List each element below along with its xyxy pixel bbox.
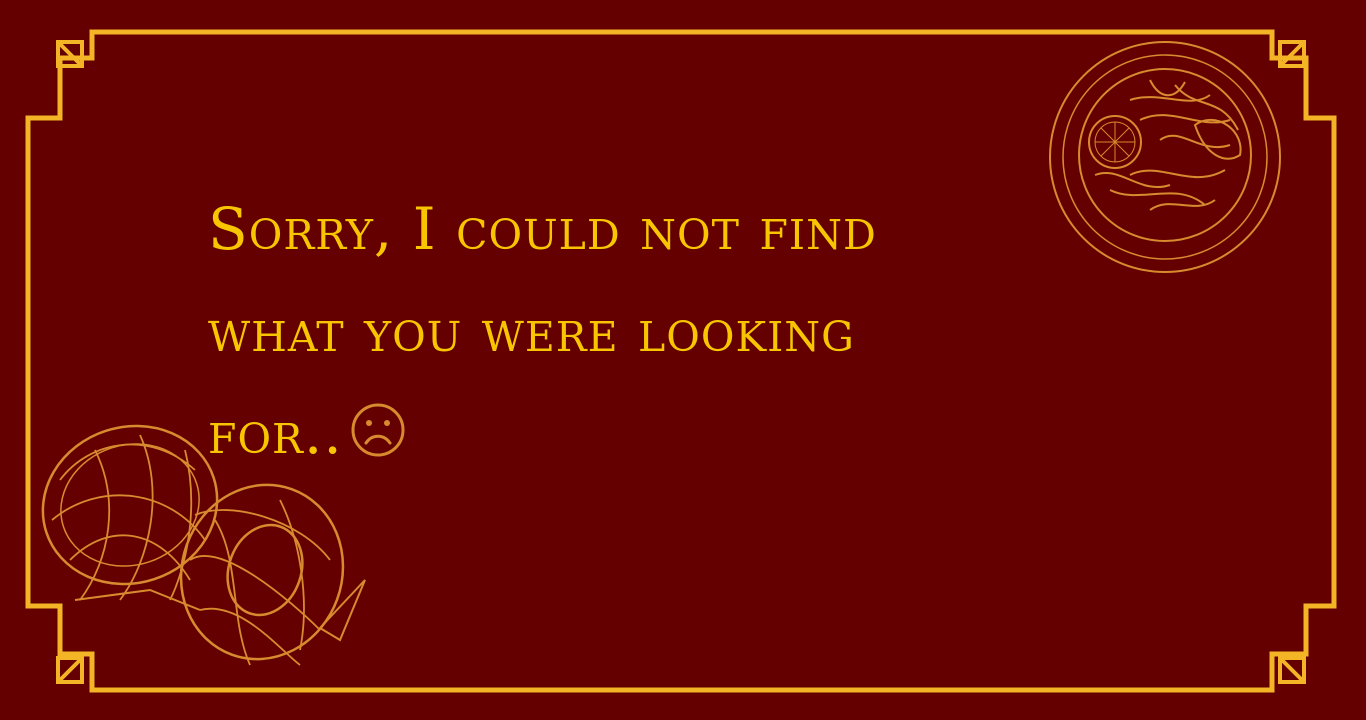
sad-face-icon <box>349 388 407 490</box>
corner-ornament-bottom-right <box>1280 658 1304 682</box>
message-line-2: what you were looking <box>208 297 855 365</box>
message-line-3 <box>208 382 1008 490</box>
not-found-message <box>208 178 1008 490</box>
message-line-3-text: for.. <box>208 399 343 467</box>
corner-ornament-top-right <box>1280 42 1304 66</box>
message-line-1: Sorry, I could not find <box>208 195 877 263</box>
noodle-bowl-icon <box>1050 42 1280 272</box>
corner-ornament-bottom-left <box>58 658 82 682</box>
